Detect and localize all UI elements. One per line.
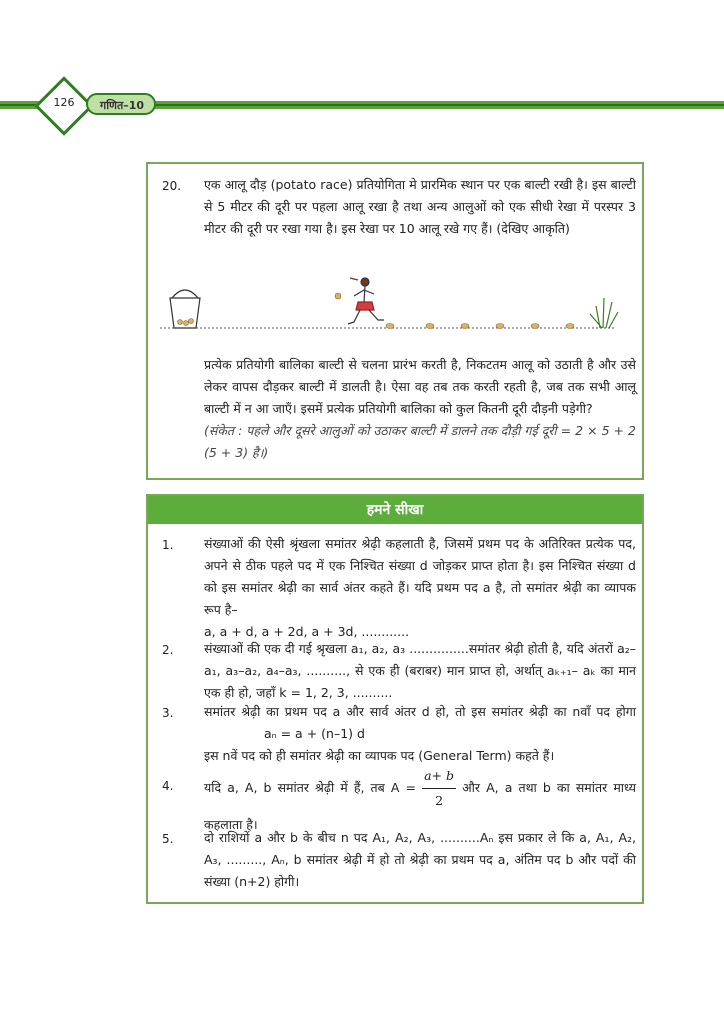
question-text-continued: [204, 354, 636, 464]
item-text: समांतर श्रेढ़ी का प्रथम पद a और सार्व अंतर d हो, तो इस समांतर श्रेढ़ी का nवाँ पद होगा: [204, 704, 636, 719]
fraction-numerator: a+ b: [422, 764, 456, 789]
item-number: 1.: [162, 538, 174, 552]
question-text: एक आलू दौड़ (potato race) प्रतियोगिता मे प्रारमिक स्थान पर एक बाल्टी रखी है। इस बाल्टी से 5 मीटर की दूरी पर पहला आलू रखा है तथा अन्य आलुओं को एक सीधी रेखा में परस्पर 3 मीटर की दूरी पर रखा गया है। इस रेखा पर 10 आलू रखे गए हैं। (देखिए आकृति): [204, 177, 636, 236]
item-text-before: यदि a, A, b समांतर श्रेढ़ी में हैं, तब A =: [204, 780, 416, 795]
subject-label: गणित–10: [86, 93, 156, 115]
item-number: 4.: [162, 779, 174, 793]
item-text-2: इस nवें पद को ही समांतर श्रेढ़ी का व्यापक पद (General Term) कहते हैं।: [204, 748, 555, 763]
fraction-denominator: 2: [435, 793, 444, 808]
question-text-2: प्रत्येक प्रतियोगी बालिका बाल्टी से चलना प्रारंभ करती है, निकटतम आलू को उठाती है और उसे लेकर वापस दौड़कर बाल्टी में डालती है। ऐसा वह तब तक करती रहती है, जब तक सभी आलू बाल्टी में न आ जाएँ। इसमें प्रत्येक प्रतियोगी बालिका को कुल कितनी दूरी दौड़नी पड़ेगी?: [204, 357, 636, 416]
item-text-after: और A, a तथा b का समांतर माध्य कहलाता है।: [204, 780, 636, 832]
running-girl-icon: [348, 278, 384, 324]
page-number: 126: [53, 96, 75, 109]
item-text: संख्याओं की एक दी गई श्रृखला a₁, a₂, a₃ ...............समांतर श्रेढ़ी होती है, यदि अंतरों a₂– a₁, a₃–a₂, a₄–a₃, .........., से एक ही (बराबर) मान प्राप्त हो, अर्थात् aₖ₊₁– aₖ का मान एक ही हो, जहाँ k = 1, 2, 3, ..........: [204, 641, 636, 700]
item-text: संख्याओं की ऐसी श्रृंखला समांतर श्रेढ़ी कहलाती है, जिसमें प्रथम पद के अतिरिक्त प्रत्येक पद, अपने से ठीक पहले पद में एक निश्चित संख्या d जोड़कर प्राप्त होता है। इस निश्चित संख्या d को इस समांतर श्रेढ़ी का सार्व अंतर कहते हैं। यदि प्रथम पद a है, तो समांतर श्रेढ़ी का व्यापक रूप है–: [204, 536, 636, 617]
item-formula: a, a + d, a + 2d, a + 3d, ............: [204, 624, 410, 639]
item-formula: aₙ = a + (n–1) d: [264, 726, 365, 741]
potato-race-figure: [160, 276, 630, 334]
item-number: 3.: [162, 706, 174, 720]
grass-icon: [590, 298, 618, 328]
item-number: 5.: [162, 832, 174, 846]
learned-item-2: [204, 638, 636, 704]
learned-item-1: [204, 533, 636, 643]
question-number: 20.: [162, 179, 182, 193]
item-number: 2.: [162, 643, 174, 657]
question-hint: (संकेत : पहले और दूसरे आलुओं को उठाकर बाल्टी में डालने तक दौड़ी गई दूरी = 2 × 5 + 2 (5 + 3) है।): [204, 423, 636, 460]
learned-title: हमने सीखा: [148, 496, 642, 524]
learned-item-5: [204, 827, 636, 893]
learned-item-3: [204, 701, 636, 767]
fraction: [422, 764, 456, 813]
item-text: दो राशियों a और b के बीच n पद A₁, A₂, A₃, ..........Aₙ इस प्रकार ले कि a, A₁, A₂, A₃, ........., Aₙ, b समांतर श्रेढ़ी में हो तो श्रेढ़ी का प्रथम पद a, अंतिम पद b और पदों की संख्या (n+2) होगी।: [204, 830, 636, 889]
